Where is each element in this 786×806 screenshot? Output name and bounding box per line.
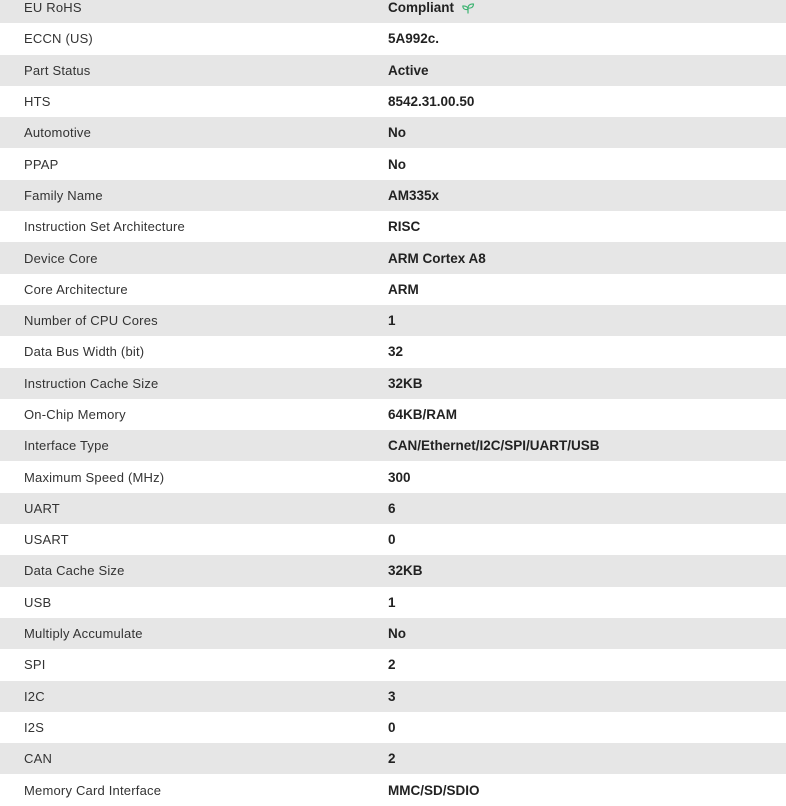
spec-row-max-speed <box>0 461 786 492</box>
spec-value: 5A992c. <box>388 31 440 47</box>
spec-row-interface-type <box>0 430 786 461</box>
spec-value: ARM <box>388 281 419 297</box>
spec-value: 2 <box>388 657 396 673</box>
spec-value: 64KB/RAM <box>388 407 458 422</box>
spec-label: Data Bus Width (bit) <box>24 344 145 360</box>
spec-row-hts <box>0 86 786 117</box>
spec-value: 0 <box>388 532 396 548</box>
spec-row-automotive <box>0 117 786 148</box>
spec-row-cpu-cores <box>0 305 786 336</box>
spec-label: Memory Card Interface <box>24 782 162 798</box>
spec-row-core-architecture <box>0 274 786 305</box>
spec-value: RISC <box>388 219 421 235</box>
spec-value: 1 <box>388 313 396 329</box>
spec-label: EU RoHS <box>24 0 82 16</box>
spec-value: 32 <box>388 344 404 360</box>
spec-label: CAN <box>24 751 53 767</box>
spec-label: USB <box>24 594 52 610</box>
spec-row-eu-rohs <box>0 0 786 23</box>
spec-row-part-status <box>0 55 786 86</box>
spec-label: UART <box>24 500 60 516</box>
spec-row-uart <box>0 493 786 524</box>
spec-value: CAN/Ethernet/I2C/SPI/UART/USB <box>388 438 600 454</box>
spec-value: 6 <box>388 500 396 516</box>
spec-label: I2C <box>24 688 45 704</box>
spec-label: Core Architecture <box>24 281 128 297</box>
spec-row-device-core <box>0 242 786 273</box>
spec-value: 300 <box>388 469 411 485</box>
spec-row-ppap <box>0 148 786 179</box>
spec-value: MMC/SD/SDIO <box>388 782 480 798</box>
spec-row-data-bus-width <box>0 336 786 367</box>
spec-row-family-name <box>0 180 786 211</box>
spec-row-eccn <box>0 23 786 54</box>
spec-value: 0 <box>388 719 396 735</box>
spec-label: Data Cache Size <box>24 563 125 579</box>
spec-row-can <box>0 743 786 774</box>
spec-label: Interface Type <box>24 438 109 454</box>
spec-value: No <box>388 626 406 642</box>
spec-label: Part Status <box>24 62 91 78</box>
spec-label: HTS <box>24 94 51 110</box>
spec-label: Number of CPU Cores <box>24 313 158 329</box>
spec-value-text: Compliant <box>388 0 454 16</box>
spec-value: 32KB <box>388 375 423 391</box>
spec-row-isa <box>0 211 786 242</box>
spec-row-usb <box>0 587 786 618</box>
spec-label: Device Core <box>24 250 98 266</box>
spec-value: No <box>388 125 406 141</box>
spec-row-usart <box>0 524 786 555</box>
spec-label: PPAP <box>24 156 59 172</box>
spec-label: ECCN (US) <box>24 31 93 47</box>
spec-row-data-cache <box>0 555 786 586</box>
spec-row-i2c <box>0 681 786 712</box>
spec-row-instruction-cache <box>0 368 786 399</box>
spec-label: Maximum Speed (MHz) <box>24 469 165 485</box>
spec-row-on-chip-memory <box>0 399 786 430</box>
spec-value: 3 <box>388 688 396 704</box>
spec-row-spi <box>0 649 786 680</box>
spec-value: No <box>388 156 406 172</box>
spec-label: Instruction Cache Size <box>24 375 159 391</box>
spec-label: Family Name <box>24 187 103 203</box>
spec-row-memory-card-interface <box>0 774 786 805</box>
spec-value: ARM Cortex A8 <box>388 250 486 266</box>
spec-label: Multiply Accumulate <box>24 626 143 642</box>
spec-value: 1 <box>388 594 396 610</box>
spec-value: Active <box>388 62 429 78</box>
spec-value: 2 <box>388 751 396 767</box>
spec-label: Automotive <box>24 125 92 141</box>
spec-label: USART <box>24 532 69 548</box>
spec-value <box>388 0 786 15</box>
spec-row-i2s <box>0 712 786 743</box>
spec-label: I2S <box>24 719 45 735</box>
spec-value: AM335x <box>388 187 440 203</box>
leaf-icon <box>461 1 475 15</box>
spec-label: Instruction Set Architecture <box>24 219 185 235</box>
spec-value: 8542.31.00.50 <box>388 94 475 110</box>
spec-label: On-Chip Memory <box>24 407 126 422</box>
spec-label: SPI <box>24 657 46 673</box>
spec-row-multiply-accumulate <box>0 618 786 649</box>
spec-value: 32KB <box>388 563 423 579</box>
